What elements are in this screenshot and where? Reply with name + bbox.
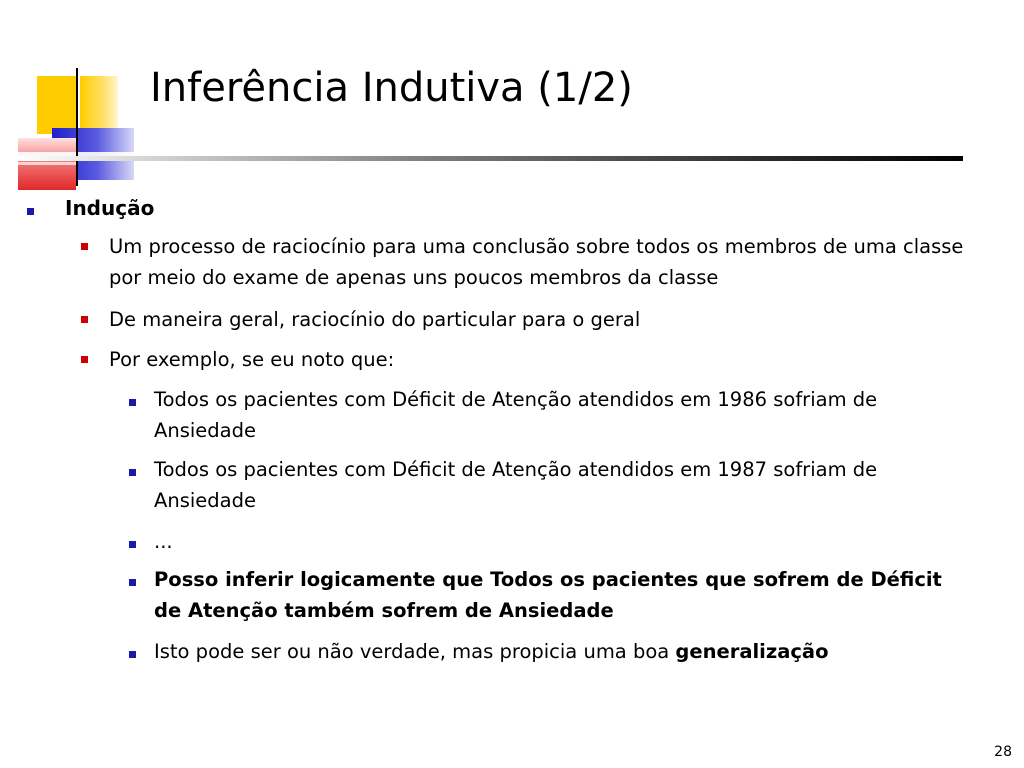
bullet-level2: Um processo de raciocínio para uma conclusão sobre todos os membros de uma classe por meio do exame de apenas uns poucos membros da classe [109, 235, 964, 289]
bullet-level2: De maneira geral, raciocínio do particular para o geral [109, 308, 641, 331]
square-bullet-icon [129, 399, 136, 406]
bullet-text: Isto pode ser ou não verdade, mas propicia uma boa [154, 640, 676, 663]
square-bullet-icon [81, 356, 88, 363]
square-bullet-icon [129, 651, 136, 658]
bullet-level1: Indução [65, 196, 155, 220]
square-bullet-icon [81, 316, 88, 323]
bullet-level3: Todos os pacientes com Déficit de Atenção atendidos em 1987 sofriam de Ansiedade [154, 458, 878, 512]
bullet-level3: Todos os pacientes com Déficit de Atenção atendidos em 1986 sofriam de Ansiedade [154, 388, 878, 442]
bullet-level2: Por exemplo, se eu noto que: [109, 348, 395, 371]
title-divider [18, 156, 963, 161]
square-bullet-icon [81, 243, 88, 250]
bullet-level3: ... [154, 530, 173, 553]
bullet-level3 [154, 636, 974, 667]
square-bullet-icon [129, 579, 136, 586]
logo-graphic [0, 0, 140, 190]
page-number: 28 [994, 744, 1012, 760]
bullet-emphasis: generalização [675, 640, 829, 663]
square-bullet-icon [27, 208, 34, 215]
square-bullet-icon [129, 469, 136, 476]
bullet-level3-conclusion: Posso inferir logicamente que Todos os pacientes que sofrem de Déficit de Atenção também sofrem de Ansiedade [154, 568, 942, 622]
slide-logo [0, 0, 140, 190]
square-bullet-icon [129, 541, 136, 548]
slide-title: Inferência Indutiva (1/2) [150, 65, 633, 111]
